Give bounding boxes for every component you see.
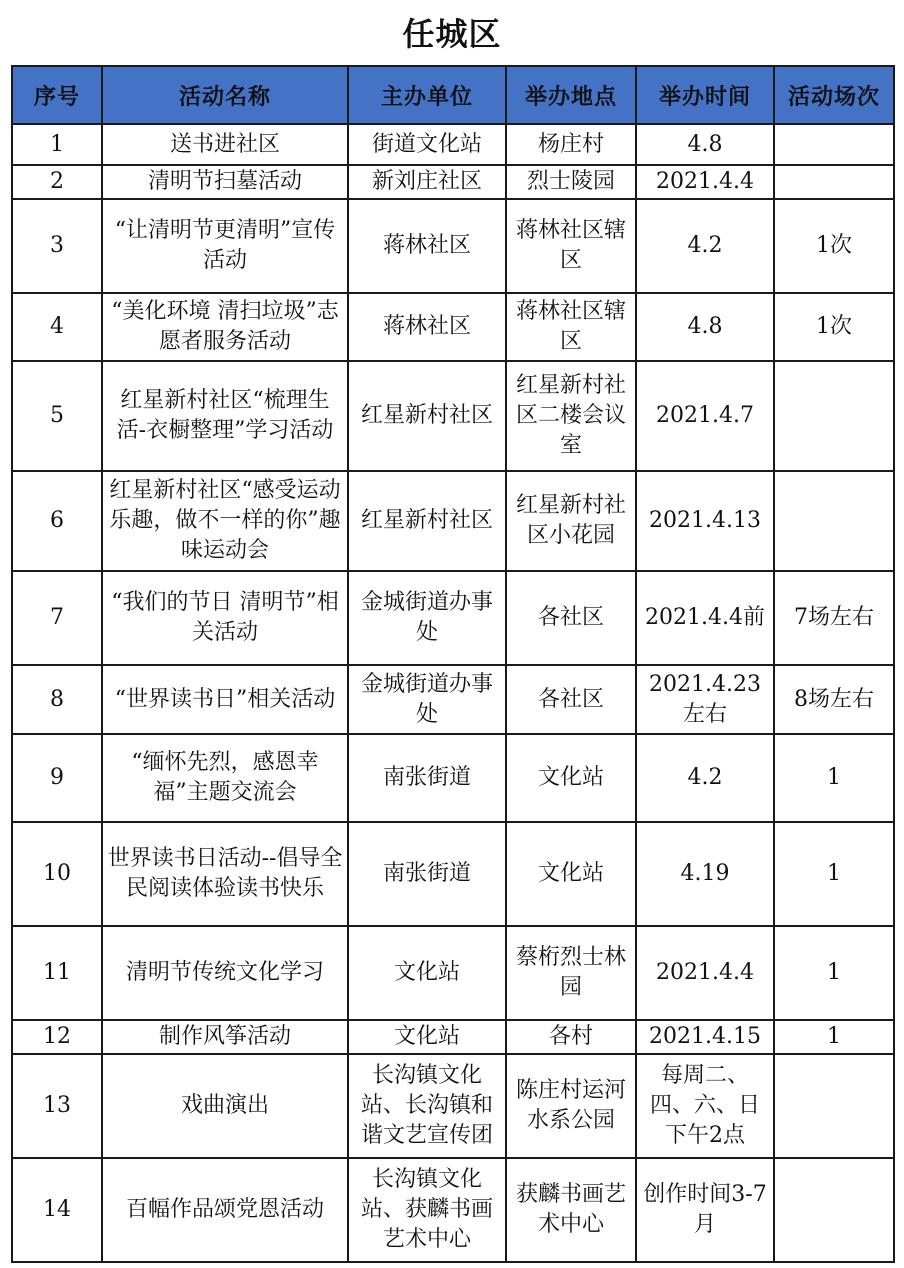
cell-time: 2021.4.4: [636, 926, 774, 1020]
cell-activity-name: “缅怀先烈，感恩幸福”主题交流会: [102, 734, 348, 822]
cell-activity-name: 送书进社区: [102, 124, 348, 165]
cell-activity-name: “世界读书日”相关活动: [102, 665, 348, 734]
cell-time: 2021.4.23左右: [636, 665, 774, 734]
cell-activity-name: 红星新村社区“梳理生活-衣橱整理”学习活动: [102, 361, 348, 471]
cell-location: 蒋林社区辖区: [506, 293, 636, 361]
table-row: [12, 165, 894, 199]
cell-time: 4.19: [636, 822, 774, 926]
cell-location: 获麟书画艺术中心: [506, 1158, 636, 1262]
cell-time: 2021.4.4: [636, 165, 774, 199]
cell-index: 1: [12, 124, 102, 165]
cell-activity-name: “我们的节日 清明节”相关活动: [102, 571, 348, 665]
cell-time: 2021.4.7: [636, 361, 774, 471]
header-index: 序号: [12, 66, 102, 124]
cell-time: 创作时间3-7月: [636, 1158, 774, 1262]
cell-index: 10: [12, 822, 102, 926]
cell-count: 8场左右: [774, 665, 894, 734]
cell-activity-name: 清明节扫墓活动: [102, 165, 348, 199]
table-row: [12, 124, 894, 165]
cell-location: 文化站: [506, 734, 636, 822]
cell-activity-name: “让清明节更清明”宣传活动: [102, 199, 348, 293]
cell-count: 7场左右: [774, 571, 894, 665]
cell-location: 红星新村社区二楼会议室: [506, 361, 636, 471]
cell-organizer: 长沟镇文化站、获麟书画艺术中心: [348, 1158, 506, 1262]
header-activity-name: 活动名称: [102, 66, 348, 124]
cell-organizer: 红星新村社区: [348, 471, 506, 571]
table-row: [12, 471, 894, 571]
table-row: [12, 571, 894, 665]
cell-activity-name: “美化环境 清扫垃圾”志愿者服务活动: [102, 293, 348, 361]
cell-time: 2021.4.4前: [636, 571, 774, 665]
table-row: [12, 199, 894, 293]
cell-organizer: 长沟镇文化站、长沟镇和谐文艺宣传团: [348, 1054, 506, 1158]
cell-organizer: 文化站: [348, 926, 506, 1020]
cell-location: 杨庄村: [506, 124, 636, 165]
cell-index: 7: [12, 571, 102, 665]
table-row: [12, 926, 894, 1020]
cell-count: [774, 361, 894, 471]
table-row: [12, 734, 894, 822]
cell-index: 8: [12, 665, 102, 734]
cell-organizer: 蒋林社区: [348, 199, 506, 293]
cell-organizer: 新刘庄社区: [348, 165, 506, 199]
header-time: 举办时间: [636, 66, 774, 124]
table-row: [12, 1158, 894, 1262]
cell-count: 1: [774, 734, 894, 822]
cell-location: 红星新村社区小花园: [506, 471, 636, 571]
cell-activity-name: 世界读书日活动--倡导全民阅读体验读书快乐: [102, 822, 348, 926]
table-row: [12, 293, 894, 361]
cell-organizer: 蒋林社区: [348, 293, 506, 361]
cell-location: 各村: [506, 1020, 636, 1054]
cell-organizer: 金城街道办事处: [348, 571, 506, 665]
cell-index: 9: [12, 734, 102, 822]
cell-organizer: 红星新村社区: [348, 361, 506, 471]
header-organizer: 主办单位: [348, 66, 506, 124]
cell-time: 2021.4.13: [636, 471, 774, 571]
cell-count: [774, 1054, 894, 1158]
cell-organizer: 文化站: [348, 1020, 506, 1054]
cell-time: 2021.4.15: [636, 1020, 774, 1054]
cell-location: 蔡桁烈士林园: [506, 926, 636, 1020]
cell-index: 5: [12, 361, 102, 471]
table-row: [12, 822, 894, 926]
cell-activity-name: 红星新村社区“感受运动乐趣，做不一样的你”趣味运动会: [102, 471, 348, 571]
cell-count: 1: [774, 1020, 894, 1054]
cell-location: 烈士陵园: [506, 165, 636, 199]
cell-index: 11: [12, 926, 102, 1020]
cell-index: 6: [12, 471, 102, 571]
cell-time: 每周二、四、六、日下午2点: [636, 1054, 774, 1158]
cell-time: 4.2: [636, 734, 774, 822]
cell-location: 陈庄村运河水系公园: [506, 1054, 636, 1158]
cell-time: 4.8: [636, 293, 774, 361]
cell-organizer: 街道文化站: [348, 124, 506, 165]
cell-activity-name: 戏曲演出: [102, 1054, 348, 1158]
cell-count: [774, 124, 894, 165]
cell-index: 14: [12, 1158, 102, 1262]
table-row: [12, 1020, 894, 1054]
cell-index: 3: [12, 199, 102, 293]
cell-count: 1次: [774, 199, 894, 293]
header-count: 活动场次: [774, 66, 894, 124]
cell-count: [774, 165, 894, 199]
cell-organizer: 南张街道: [348, 822, 506, 926]
cell-count: 1: [774, 822, 894, 926]
cell-time: 4.2: [636, 199, 774, 293]
table-row: [12, 1054, 894, 1158]
activity-table: [11, 65, 895, 1263]
cell-location: 蒋林社区辖区: [506, 199, 636, 293]
table-row: [12, 361, 894, 471]
cell-organizer: 金城街道办事处: [348, 665, 506, 734]
cell-index: 13: [12, 1054, 102, 1158]
cell-activity-name: 制作风筝活动: [102, 1020, 348, 1054]
cell-index: 12: [12, 1020, 102, 1054]
table-row: [12, 665, 894, 734]
cell-location: 各社区: [506, 571, 636, 665]
cell-count: 1: [774, 926, 894, 1020]
cell-count: 1次: [774, 293, 894, 361]
cell-index: 4: [12, 293, 102, 361]
cell-count: [774, 1158, 894, 1262]
page-title: 任城区: [402, 15, 502, 53]
cell-location: 文化站: [506, 822, 636, 926]
cell-count: [774, 471, 894, 571]
cell-organizer: 南张街道: [348, 734, 506, 822]
cell-activity-name: 百幅作品颂党恩活动: [102, 1158, 348, 1262]
table-header-row: [12, 66, 894, 124]
cell-activity-name: 清明节传统文化学习: [102, 926, 348, 1020]
cell-index: 2: [12, 165, 102, 199]
header-location: 举办地点: [506, 66, 636, 124]
cell-location: 各社区: [506, 665, 636, 734]
cell-time: 4.8: [636, 124, 774, 165]
